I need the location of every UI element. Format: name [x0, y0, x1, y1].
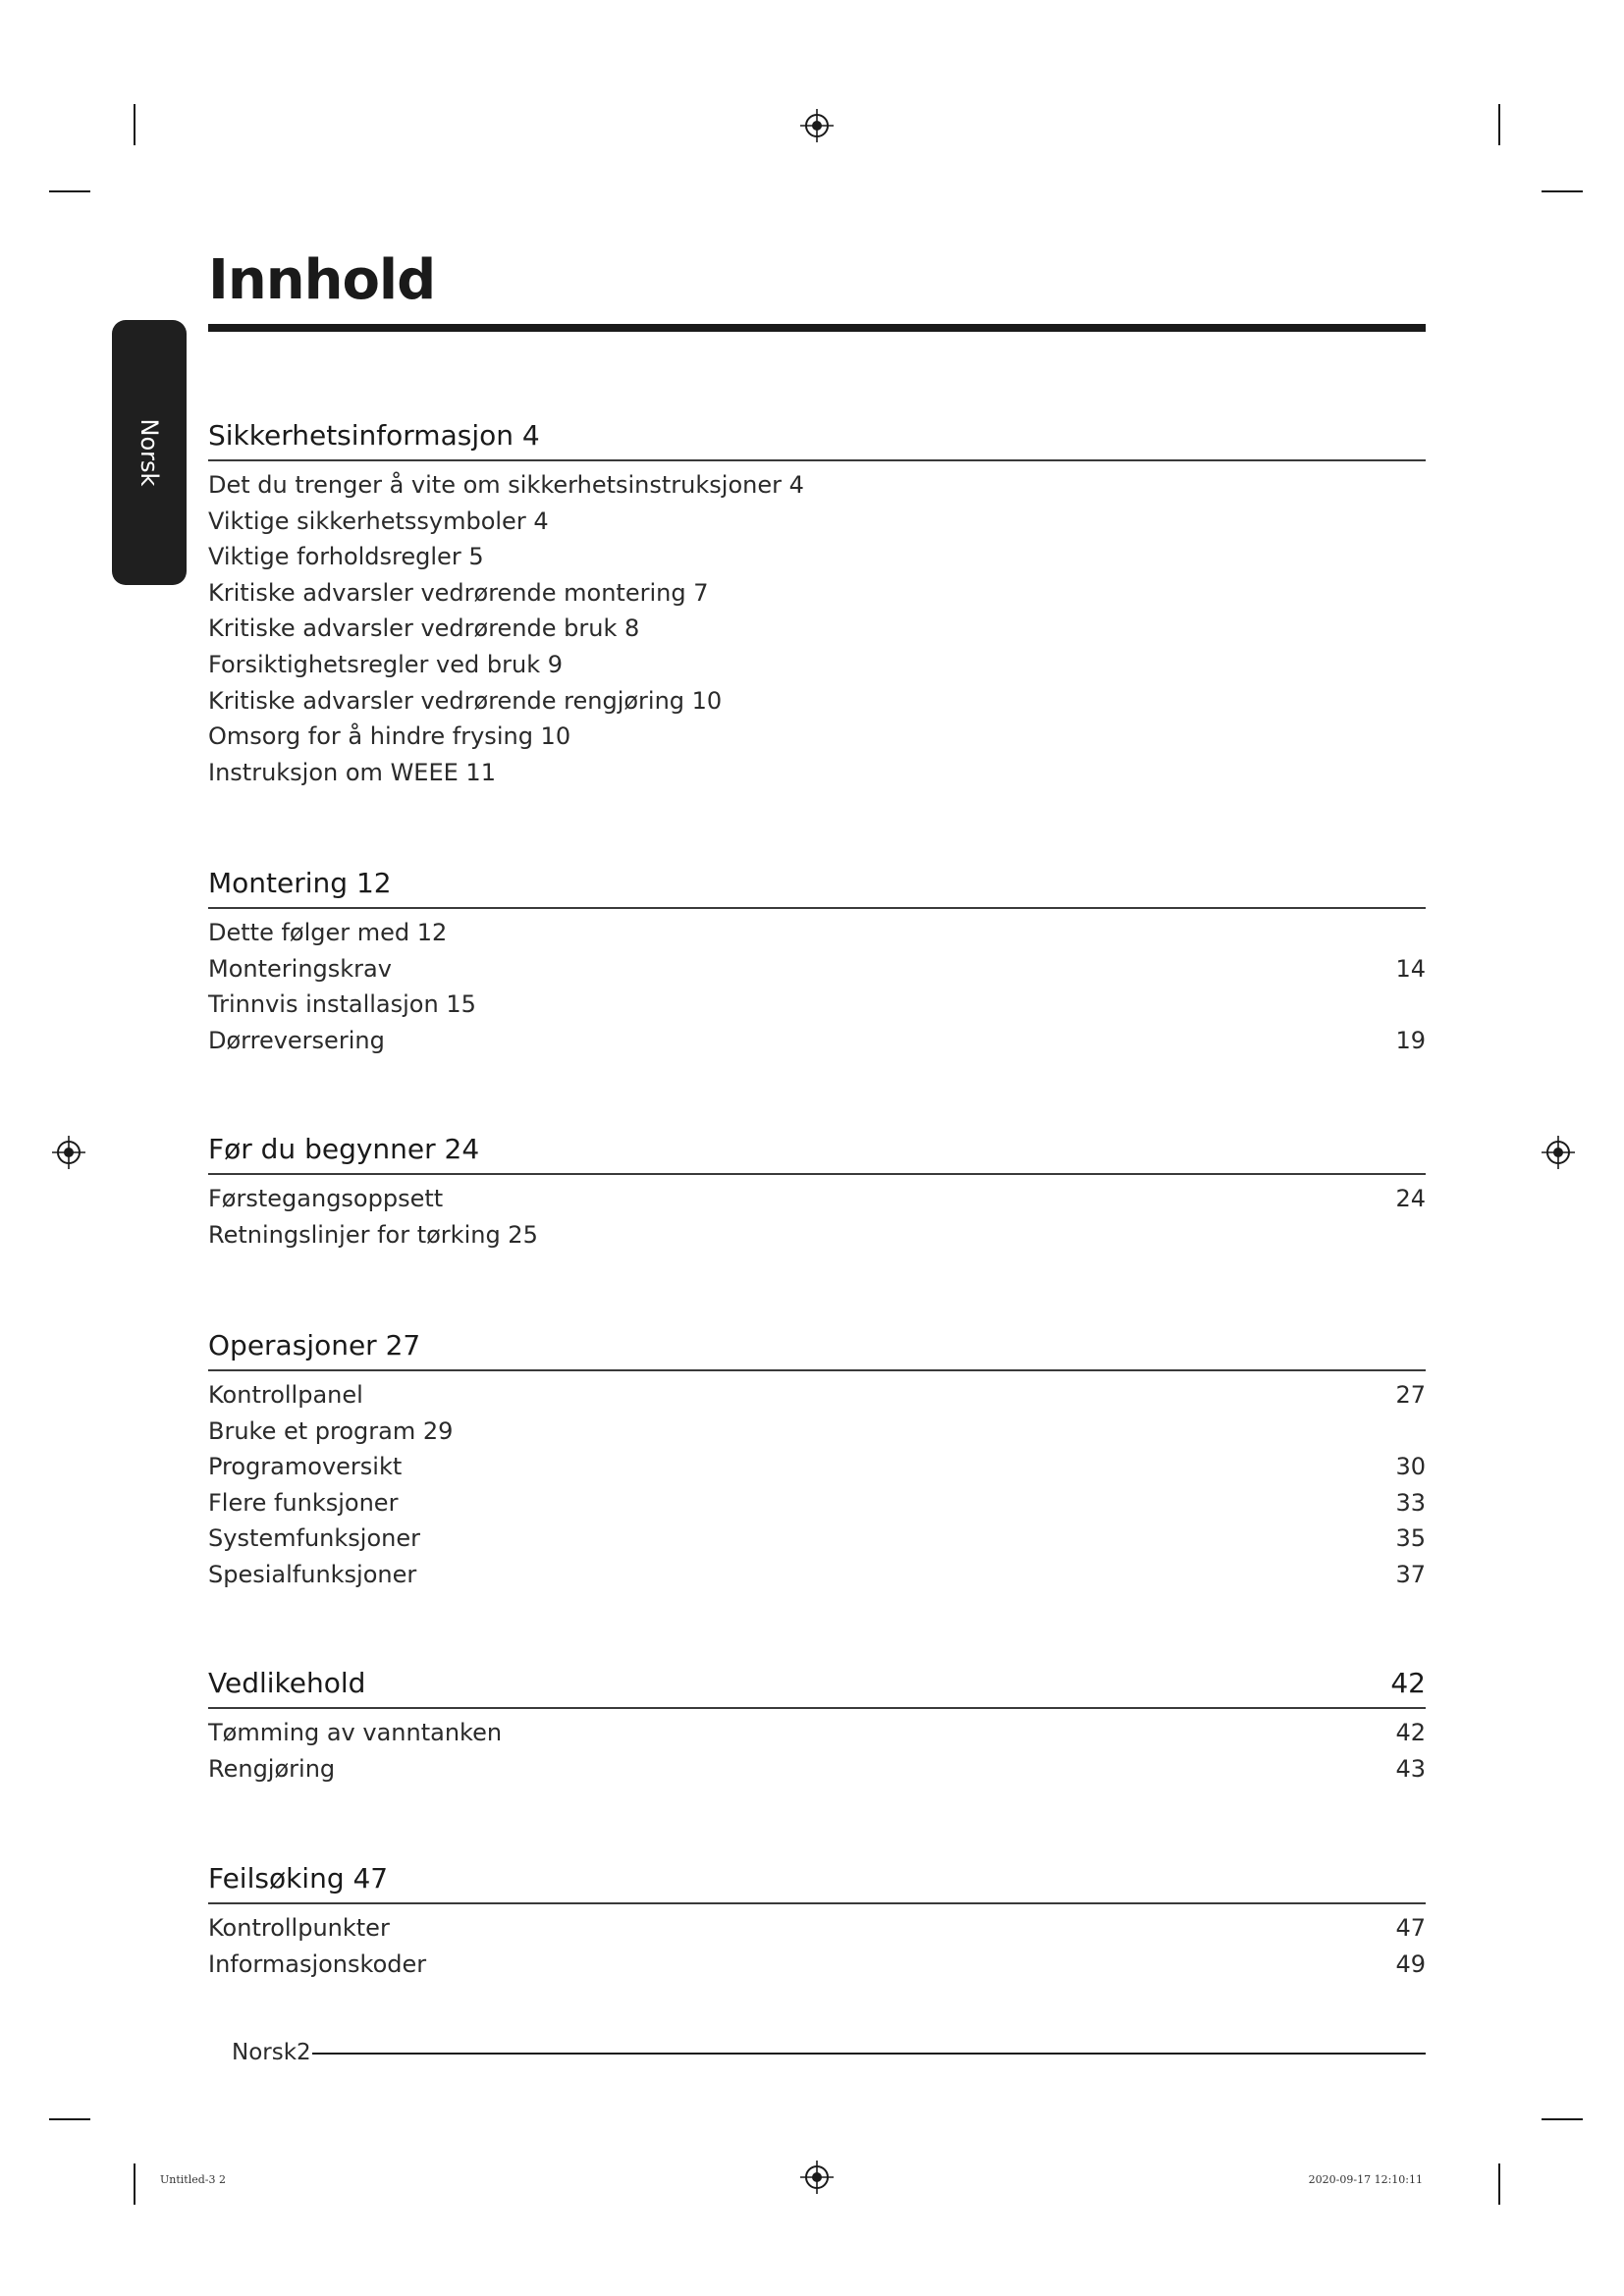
registration-mark-icon: [1542, 1136, 1575, 1169]
toc-entry[interactable]: [208, 1485, 1426, 1522]
crop-mark: [1542, 2118, 1583, 2120]
toc-entry[interactable]: [208, 575, 1426, 612]
title-rule: [208, 324, 1426, 332]
footer-page-label: Norsk2: [232, 2040, 311, 2065]
toc-entry-label: Kritiske advarsler vedrørende rengjøring 10: [208, 686, 723, 715]
print-slug-right: 2020-09-17 12:10:11: [1308, 2173, 1423, 2186]
toc-entry-page: 42: [1395, 1719, 1426, 1746]
toc-entry[interactable]: [208, 1910, 1426, 1947]
section-page-number: 42: [1390, 1667, 1426, 1699]
crop-mark: [1498, 104, 1500, 145]
toc-section-maintenance: [208, 1666, 1426, 1787]
toc-entry-label: Viktige forholdsregler 5: [208, 543, 484, 571]
toc-entry[interactable]: [208, 467, 1426, 504]
toc-entry-label: Kontrollpunkter: [208, 1914, 390, 1942]
crop-mark: [49, 2118, 90, 2120]
toc-entry[interactable]: [208, 539, 1426, 575]
toc-entry-page: 43: [1395, 1754, 1426, 1783]
toc-entry[interactable]: [208, 951, 1426, 988]
registration-mark-icon: [800, 2161, 834, 2194]
section-title: Montering 12: [208, 867, 392, 899]
toc-section-safety: [208, 418, 1426, 790]
toc-entry-label: Dette følger med 12: [208, 919, 448, 946]
crop-mark: [49, 190, 90, 192]
toc-entry[interactable]: [208, 1023, 1426, 1059]
toc-entry-label: Bruke et program 29: [208, 1416, 454, 1445]
page-title: Innhold: [208, 248, 436, 312]
section-heading[interactable]: [208, 1666, 1426, 1701]
toc-entry-label: Flere funksjoner: [208, 1488, 399, 1517]
toc-section-before-start: [208, 1132, 1426, 1253]
section-heading[interactable]: [208, 1328, 1426, 1363]
toc-entry[interactable]: [208, 1449, 1426, 1485]
section-rule: [208, 1173, 1426, 1175]
toc-entry[interactable]: [208, 1947, 1426, 1983]
toc-entry-page: 35: [1395, 1524, 1426, 1553]
toc-entry-label: Monteringskrav: [208, 954, 392, 983]
toc-entry[interactable]: [208, 1521, 1426, 1557]
section-heading[interactable]: [208, 866, 1426, 901]
toc-section-operations: [208, 1328, 1426, 1593]
toc-entry[interactable]: [208, 1715, 1426, 1751]
toc-entry[interactable]: [208, 683, 1426, 720]
registration-mark-icon: [52, 1136, 85, 1169]
toc-entry[interactable]: [208, 719, 1426, 755]
toc-entry[interactable]: [208, 647, 1426, 683]
toc-entry[interactable]: [208, 987, 1426, 1023]
toc-entry-page: 33: [1395, 1488, 1426, 1517]
registration-mark-icon: [800, 109, 834, 142]
section-title: Før du begynner 24: [208, 1133, 480, 1165]
section-title: Vedlikehold: [208, 1667, 366, 1699]
toc-entry[interactable]: [208, 915, 1426, 951]
toc-entry-label: Programoversikt: [208, 1453, 403, 1481]
toc-entry-label: Kritiske advarsler vedrørende bruk 8: [208, 614, 640, 643]
toc-entry[interactable]: [208, 611, 1426, 647]
toc-entry-label: Kontrollpanel: [208, 1381, 363, 1409]
toc-entry-label: Forsiktighetsregler ved bruk 9: [208, 650, 563, 678]
section-title: Feilsøking 47: [208, 1862, 389, 1895]
crop-mark: [134, 104, 135, 145]
toc-entry-page: 37: [1395, 1560, 1426, 1588]
toc-entry-label: Retningslinjer for tørking 25: [208, 1220, 538, 1249]
toc-entry-page: 27: [1395, 1381, 1426, 1409]
toc-entry-page: 47: [1395, 1914, 1426, 1942]
toc-entry-label: Instruksjon om WEEE 11: [208, 758, 496, 786]
toc-entry-page: 24: [1395, 1185, 1426, 1212]
section-rule: [208, 459, 1426, 461]
toc-entry[interactable]: [208, 1377, 1426, 1414]
crop-mark: [1498, 2163, 1500, 2205]
section-title: Sikkerhetsinformasjon 4: [208, 419, 540, 452]
toc-entry[interactable]: [208, 1751, 1426, 1788]
toc-entry-label: Dørreversering: [208, 1026, 385, 1054]
toc-entry-label: Systemfunksjoner: [208, 1524, 420, 1553]
footer-rule: [312, 2053, 1426, 2055]
toc-entry[interactable]: [208, 755, 1426, 791]
section-heading[interactable]: [208, 418, 1426, 454]
toc-entry-label: Viktige sikkerhetssymboler 4: [208, 507, 549, 535]
section-heading[interactable]: [208, 1861, 1426, 1896]
toc-entry-label: Rengjøring: [208, 1754, 336, 1783]
toc-entry[interactable]: [208, 1557, 1426, 1593]
toc-entry-page: 49: [1395, 1949, 1426, 1978]
toc-section-installation: [208, 866, 1426, 1058]
section-title: Operasjoner 27: [208, 1329, 421, 1362]
toc-entry-label: Tømming av vanntanken: [208, 1719, 503, 1746]
toc-entry-page: 30: [1395, 1453, 1426, 1481]
toc-entry-page: 19: [1395, 1026, 1426, 1054]
toc-entry-page: 14: [1395, 954, 1426, 983]
toc-section-troubleshooting: [208, 1861, 1426, 1982]
section-heading[interactable]: [208, 1132, 1426, 1167]
section-rule: [208, 1902, 1426, 1904]
toc-entry[interactable]: [208, 504, 1426, 540]
toc-entry-label: Omsorg for å hindre frysing 10: [208, 722, 571, 751]
toc-entry-label: Informasjonskoder: [208, 1949, 427, 1978]
language-tab-label: Norsk: [135, 418, 163, 487]
toc-entry-label: Spesialfunksjoner: [208, 1560, 417, 1588]
print-slug-left: Untitled-3 2: [160, 2173, 226, 2186]
crop-mark: [1542, 190, 1583, 192]
section-rule: [208, 1707, 1426, 1709]
section-rule: [208, 907, 1426, 909]
language-side-tab: [112, 320, 187, 585]
crop-mark: [134, 2163, 135, 2205]
toc-entry[interactable]: [208, 1414, 1426, 1450]
toc-entry[interactable]: [208, 1181, 1426, 1217]
section-rule: [208, 1369, 1426, 1371]
toc-entry-label: Førstegangsoppsett: [208, 1185, 444, 1212]
toc-entry-label: Trinnvis installasjon 15: [208, 990, 476, 1019]
toc-entry[interactable]: [208, 1217, 1426, 1254]
toc-entry-label: Det du trenger å vite om sikkerhetsinstruksjoner 4: [208, 471, 804, 499]
toc-entry-label: Kritiske advarsler vedrørende montering 7: [208, 578, 709, 607]
